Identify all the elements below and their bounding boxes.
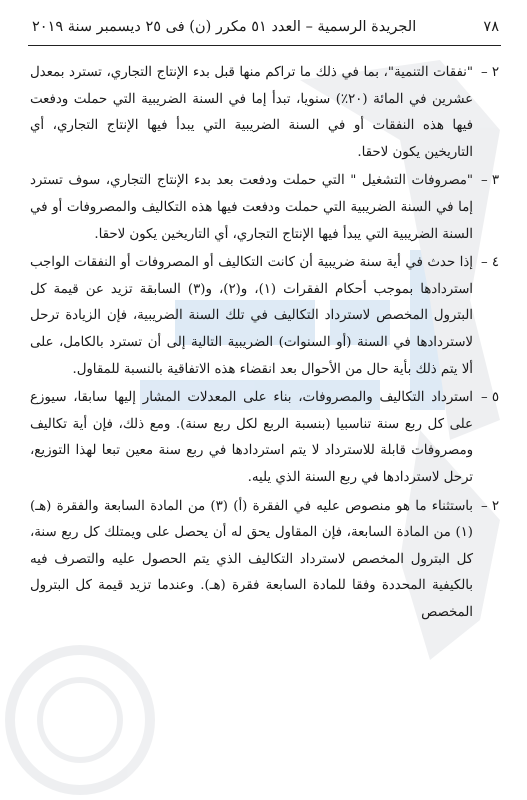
- item-number: ٥ –: [480, 390, 499, 406]
- item-number: ٣ –: [480, 173, 499, 189]
- paragraph-item: [30, 494, 499, 627]
- paragraph-item: [30, 168, 499, 248]
- paragraph-item: [30, 250, 499, 383]
- document-body: [30, 60, 499, 628]
- page-number: ٧٨: [483, 19, 499, 35]
- item-number: ٤ –: [480, 255, 499, 271]
- paragraph-text: باستثناء ما هو منصوص عليه في الفقرة (أ) (٣) من المادة السابعة والفقرة (هـ) (١) من المادة السابعة، فإن المقاول يحق له أن يحصل على ويمتلك كل ربع سنة، كل البترول المخصص لاسترداد التكاليف الذي يتم الحصول عليه والتصرف فيه بالكيفية المحددة وفقا للمادة السابعة فقرة (هـ). وعندما تزيد قيمة كل البترول المخصص: [30, 498, 474, 620]
- page-header: [32, 14, 499, 40]
- paragraph-text: "نفقات التنمية"، بما في ذلك ما تراكم منها قبل بدء الإنتاج التجاري، تسترد بمعدل عشرين في المائة (٢٠٪) سنويا، تبدأ إما في السنة الضريبية التي حملت ودفعت فيها هذه النفقات أو في السنة الضريبية التي يبدأ فيها الإنتاج التجاري، أي التاريخين يكون لاحقا.: [30, 65, 474, 160]
- item-number: ٢ –: [480, 65, 499, 80]
- paragraph-item: [30, 385, 499, 491]
- header-divider: [28, 45, 501, 46]
- paragraph-text: إذا حدث في أية سنة ضريبية أن كانت التكاليف أو المصروفات أو النفقات الواجب استردادها بموجب أحكام الفقرات (١)، و(٢)، و(٣) السابقة تزيد عن قيمة كل البترول المخصص لاسترداد التكاليف في تلك السنة الضريبية، فإن الزيادة ترحل لاستردادها في السنة (أو السنوات) الضريبية التالية إلى أن تسترد بالكامل، على ألا يتم ذلك بأية حال من الأحوال بعد انقضاء هذه الاتفاقية بالنسبة للمقاول.: [30, 255, 473, 377]
- paragraph-item: [30, 60, 499, 166]
- paragraph-text: "مصروفات التشغيل " التي حملت ودفعت بعد بدء الإنتاج التجاري، سوف تسترد إما في السنة الضريبية التي حملت ودفعت فيها هذه التكاليف والمصروفات أو في السنة الضريبية التي يبدأ فيها الإنتاج التجاري، أي التاريخين يكون لاحقا.: [30, 173, 473, 242]
- header-title: الجريدة الرسمية – العدد ٥١ مكرر (ن) فى ٢٥ ديسمبر سنة ٢٠١٩: [32, 19, 417, 35]
- item-number: ٢ –: [480, 498, 499, 514]
- paragraph-text: استرداد التكاليف والمصروفات، بناء على المعدلات المشار إليها سابقا، سيوزع على كل ربع سنة تناسبيا (بنسبة الربع لكل ربع سنة). ومع ذلك، فإن أية تكاليف ومصروفات قابلة للاسترداد لا يتم استردادها في ربع سنة معين تبعا لهذا التوزيع، ترحل لاستردادها في ربع السنة الذي يليه.: [30, 390, 473, 485]
